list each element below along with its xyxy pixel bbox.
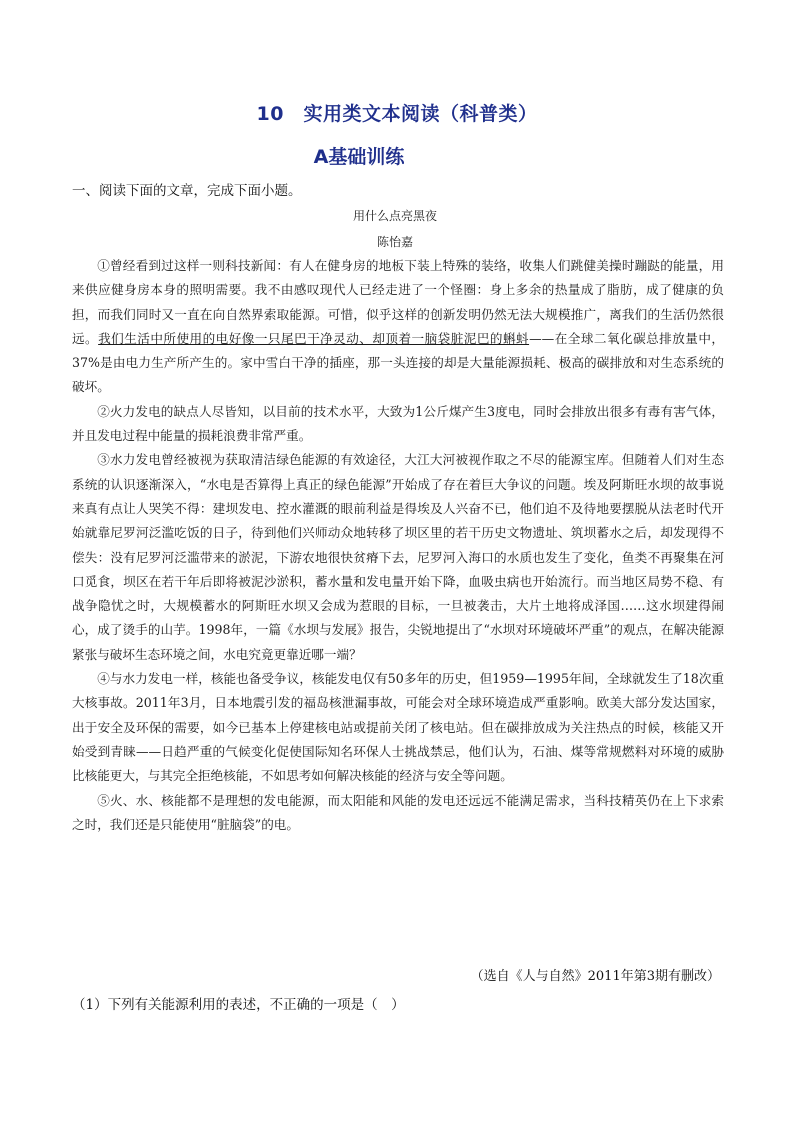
paragraph-1-part-1: ①曾经看到过这样一则科技新闻：有人在健身房的地板下装上特殊的装络，收集人们跳健美操时蹦跶的能量，用来供应健身房本身的照明需要。我不由感叹现代人已经走进了一个怪圈：身上多余的热量成了脂肪，成了健康的负担，而我们同时又一直在向自然界索取能源。可惜，似乎这样的创新发明仍然无法大规模推广，离我们的生活仍然很远。 bbox=[72, 258, 724, 346]
paragraph-1 bbox=[72, 254, 724, 400]
paragraph-1-part-2: ——在全球二氧化碳总排放量中，37%是由电力生产所产生的。家中雪白干净的插座，那一头连接的却是大量能源损耗、极高的碳排放和对生态系统的破坏。 bbox=[72, 330, 725, 395]
underlined-sentence: 我们生活中所使用的电好像一只尾巴干净灵动、却顶着一脑袋脏泥巴的蝌蚪 bbox=[98, 330, 530, 346]
paragraph-2: ②火力发电的缺点人尽皆知，以目前的技术水平，大致为1公斤煤产生3度电，同时会排放出很多有毒有害气体，并且发电过程中能量的损耗浪费非常严重。 bbox=[72, 403, 724, 444]
article-body bbox=[72, 254, 724, 837]
paragraph-4: ④与水力发电一样，核能也备受争议，核能发电仅有50多年的历史，但1959—1995年间，全球就发生了18次重大核事故。2011年3月，日本地震引发的福岛核泄漏事故，可能会对全球环境造成严重影响。欧美大部分发达国家，出于安全及环保的需要，如今已基本上停建核电站或提前关闭了核电站。但在碳排放成为关注热点的时候，核能又开始受到青睐——日趋严重的气候变化促使国际知名环保人士挑战禁忌，他们认为，石油、煤等常规燃料对环境的威胁比核能更大，与其完全拒绝核能，不如思考如何解决核能的经济与安全等问题。 bbox=[72, 671, 724, 784]
article-source: （选自《人与自然》2011年第3期有删改） bbox=[470, 969, 720, 984]
question-1: （1）下列有关能源利用的表述，不正确的一项是（ ） bbox=[72, 997, 405, 1013]
section-subtitle: A基础训练 bbox=[313, 146, 405, 168]
page-title: 10 实用类文本阅读（科普类） bbox=[256, 103, 538, 125]
paragraph-3: ③水力发电曾经被视为获取清洁绿色能源的有效途径，大江大河被视作取之不尽的能源宝库。但随着人们对生态系统的认识逐渐深入，“水电是否算得上真正的绿色能源”开始成了存在着巨大争议的问题。埃及阿斯旺水坝的故事说来真有点让人哭笑不得：建坝发电、控水灌溉的眼前利益是得埃及人兴奋不已，他们迫不及待地要摆脱从法老时代开始就靠尼罗河泛滥吃饭的日子，待到他们兴师动众地转移了坝区里的若干历史文物遗址、筑坝蓄水之后，却发现得不偿失：没有尼罗河泛滥带来的淤泥，下游农地很快贫瘠下去，尼罗河入海口的水质也发生了变化，鱼类不再聚集在河口觅食，坝区在若干年后即将被泥沙淤积，蓄水量和发电量开始下降，血吸虫病也开始流行。而当地区局势不稳、有战争隐忧之时，大规模蓄水的阿斯旺水坝又会成为惹眼的目标，一旦被袭击，大片土地将成泽国……这水坝建得闹心，成了烫手的山芋。1998年，一篇《水坝与发展》报告，尖锐地提出了“水坝对环境破坏严重”的观点，在解决能源紧张与破坏生态环境之间，水电究竟更靠近哪一端？ bbox=[72, 452, 724, 662]
exercise-instruction: 一、阅读下面的文章，完成下面小题。 bbox=[72, 183, 302, 199]
paragraph-5: ⑤火、水、核能都不是理想的发电能源，而太阳能和风能的发电还远远不能满足需求，当科技精英仍在上下求索之时，我们还是只能使用“脏脑袋”的电。 bbox=[72, 792, 724, 832]
article-title: 用什么点亮黑夜 bbox=[352, 209, 437, 223]
article-author: 陈怡嘉 bbox=[376, 235, 413, 249]
